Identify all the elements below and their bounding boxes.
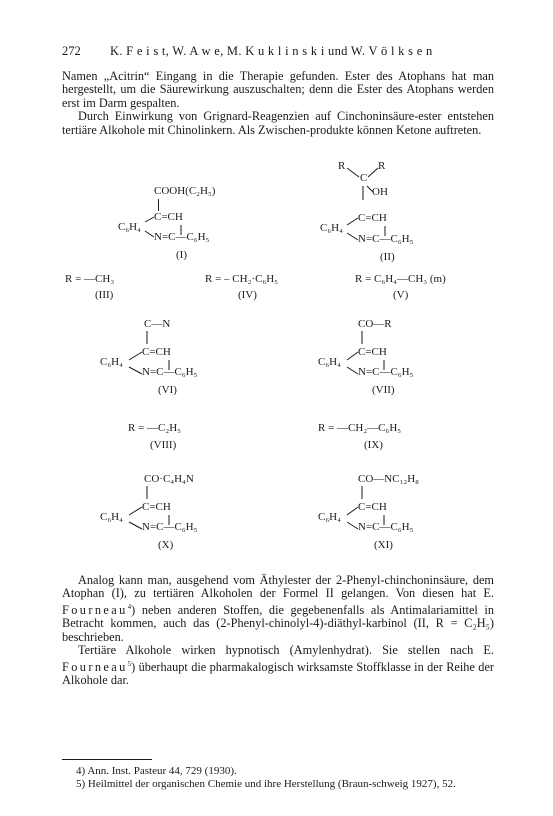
structure-II-c-eq-ch: C=CH (358, 212, 387, 224)
structure-I-label: (I) (176, 249, 187, 261)
structure-VI-label: (VI) (158, 384, 177, 396)
structure-VI-n-eq-c: N=C—C₆H₅ (142, 366, 198, 378)
substituent-IV-label: (IV) (238, 289, 257, 301)
structure-I-substituent: COOH(C₂H₅) (154, 185, 216, 197)
structure-II-label: (II) (380, 251, 395, 263)
substituent-V-label: (V) (393, 289, 409, 301)
substituent-IX-formula: R = —CH₂—C₆H₅ (318, 422, 402, 434)
structure-VII (318, 318, 458, 402)
structure-II-r-right: R (378, 160, 386, 172)
structure-I-c6h4: C₆H₄ (118, 221, 141, 233)
intro-paragraph-1: Namen „Acitrin“ Eingang in die Therapie gefunden. Ester des Atophans hat man hergestellt, um die Säurewirkung auszuschalten; denn die Ester des Atophans werden erst im Darm gespalten. (62, 69, 494, 110)
author-name-fourneau-2: Fourneau (62, 659, 128, 674)
intro-paragraph-2: Durch Einwirkung von Grignard-Reagenzien auf Cinchoninsäure-ester entstehen tertiäre Alkohole mit Chinolinkern. Als Zwischen-produkte können Ketone auftreten. (62, 109, 494, 137)
structure-X-c-eq-ch: C=CH (142, 501, 171, 513)
structure-I-n-eq-c: N=C—C₆H₅ (154, 231, 210, 243)
footnote-ref-4: 4 (127, 602, 132, 611)
substituent-III-formula: R = —CH₃ (65, 273, 115, 285)
structure-X (100, 473, 250, 557)
structure-II-r-left: R (338, 160, 346, 172)
structure-VI (100, 318, 240, 402)
footnote-5: 5) Heilmittel der organischen Chemie und ihre Herstellung (Braun-schweig 1927), 52. (76, 777, 456, 790)
substituent-III-label: (III) (95, 289, 114, 301)
structure-VI-c-eq-ch: C=CH (142, 346, 171, 358)
structure-VII-label: (VII) (372, 384, 395, 396)
substituent-VIII-label: (VIII) (150, 439, 177, 451)
structure-VII-substituent: CO—R (358, 318, 392, 330)
body-text (62, 574, 494, 687)
structure-VI-c6h4: C₆H₄ (100, 356, 123, 368)
body-paragraph-3: Analog kann man, ausgehend vom Äthylester der 2-Phenyl-chinchoninsäure, dem Atophan (I), zu tertiären Alkoholen der Formel II gelangen. Von diesen hat E. Fourneau$^4$) neben anderen Stoffen, die gegebenenfalls als Antimalariamittel in Betracht kommen, auch das (2-Phenyl-chinolyl-4)-diäthyl-karbinol (II, R = C₂H₅) beschrieben. (62, 573, 494, 644)
structure-XI-c-eq-ch: C=CH (358, 501, 387, 513)
structure-XI (318, 473, 468, 557)
structure-VII-c-eq-ch: C=CH (358, 346, 387, 358)
structure-X-c6h4: C₆H₄ (100, 511, 123, 523)
author-name-fourneau: Fourneau (62, 602, 128, 617)
structure-II-n-eq-c: N=C—C₆H₅ (358, 233, 414, 245)
substituent-V-formula: R = C₆H₄—CH₃ (m) (355, 273, 446, 285)
structure-VI-substituent: C—N (144, 318, 171, 330)
footnote-4: 4) Ann. Inst. Pasteur 44, 729 (1930). (76, 765, 237, 777)
structure-II-carbon: C (360, 172, 368, 184)
structure-X-label: (X) (158, 539, 174, 551)
substituent-VIII-formula: R = —C₂H₅ (128, 422, 181, 434)
footnotes (62, 765, 494, 790)
structure-II-oh: OH (372, 186, 388, 198)
footnote-ref-5: 5 (127, 659, 132, 668)
structure-VII-n-eq-c: N=C—C₆H₅ (358, 366, 414, 378)
footnote-rule (62, 759, 152, 760)
structure-II-c6h4: C₆H₄ (320, 222, 343, 234)
structure-XI-c6h4: C₆H₄ (318, 511, 341, 523)
structure-XI-label: (XI) (374, 539, 393, 551)
substituent-IX-label: (IX) (364, 439, 383, 451)
substituent-IV-formula: R = – CH₂·C₆H₅ (205, 273, 279, 285)
structure-I (118, 185, 258, 265)
structure-X-substituent: CO·C₄H₄N (144, 473, 194, 485)
structure-I-c-eq-ch: C=CH (154, 211, 183, 223)
intro-text (62, 70, 494, 137)
structure-II (320, 160, 460, 268)
page-number: 272 (62, 44, 81, 58)
structure-XI-substituent: CO—NC₁₂H₈ (358, 473, 420, 485)
structure-XI-n-eq-c: N=C—C₆H₅ (358, 521, 414, 533)
running-authors: K. F e i s t, W. A w e, M. K u k l i n s k i und W. V ö l k s e n (110, 44, 433, 58)
body-paragraph-4: Tertiäre Alkohole wirken hypnotisch (Amylenhydrat). Sie stellen nach E. Fourneau$^5$) überhaupt die pharmakalogisch wirksamste Stoffklasse in der Reihe der Alkohole dar. (62, 643, 494, 688)
structure-X-n-eq-c: N=C—C₆H₅ (142, 521, 198, 533)
structure-VII-c6h4: C₆H₄ (318, 356, 341, 368)
